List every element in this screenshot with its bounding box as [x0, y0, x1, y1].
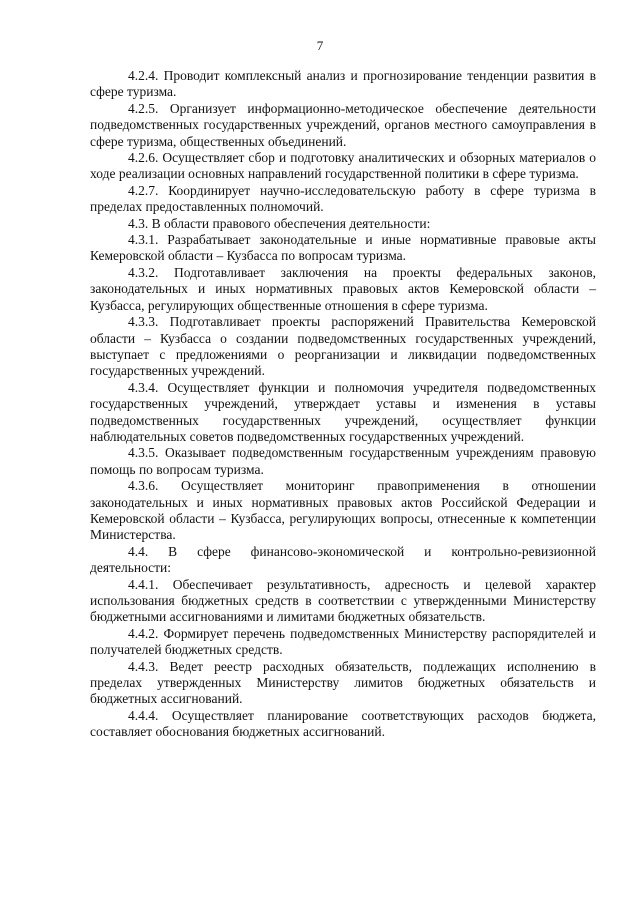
- page-number: 7: [316, 38, 324, 53]
- paragraph-4-2-4: 4.2.4. Проводит комплексный анализ и прогнозирование тенденции развития в сфере туризма.: [90, 68, 596, 100]
- paragraph-4-3-3: 4.3.3. Подготавливает проекты распоряжений Правительства Кемеровской области – Кузбасса о создании подведомственных государственных учреждений, выступает с предложениями о реорганизации и ликвидации подведомственных государственных учреждений.: [90, 314, 596, 379]
- paragraph-4-3-6: 4.3.6. Осуществляет мониторинг правоприменения в отношении законодательных и иных нормативных правовых актов Российской Федерации и Кемеровской области – Кузбасса, регулирующих вопросы, отнесенные к компетенции Министерства.: [90, 478, 596, 543]
- document-body: [90, 68, 596, 741]
- section-heading-4-4: 4.4. В сфере финансово-экономической и контрольно-ревизионной деятельности:: [90, 543, 596, 576]
- paragraph-4-2-6: 4.2.6. Осуществляет сбор и подготовку аналитических и обзорных материалов о ходе реализации основных направлений государственной политики в сфере туризма.: [90, 150, 596, 182]
- paragraph-4-3-1: 4.3.1. Разрабатывает законодательные и иные нормативные правовые акты Кемеровской области – Кузбасса по вопросам туризма.: [90, 232, 596, 264]
- paragraph-4-3-5: 4.3.5. Оказывает подведомственным государственным учреждениям правовую помощь по вопросам туризма.: [90, 445, 596, 477]
- paragraph-4-2-5: 4.2.5. Организует информационно-методическое обеспечение деятельности подведомственных государственных учреждений, органов местного самоуправления в сфере туризма, общественных объединений.: [90, 100, 596, 149]
- paragraph-4-4-1: 4.4.1. Обеспечивает результативность, адресность и целевой характер использования бюджетных средств в соответствии с утвержденными Министерству бюджетными ассигнованиями и лимитами бюджетных обязательств.: [90, 576, 596, 625]
- section-heading-4-3: 4.3. В области правового обеспечения деятельности:: [128, 215, 431, 231]
- paragraph-4-4-4: 4.4.4. Осуществляет планирование соответствующих расходов бюджета, составляет обоснования бюджетных ассигнований.: [90, 707, 596, 740]
- paragraph-4-2-7: 4.2.7. Координирует научно-исследовательскую работу в сфере туризма в пределах предоставленных полномочий.: [90, 182, 596, 215]
- paragraph-4-3-4: 4.3.4. Осуществляет функции и полномочия учредителя подведомственных государственных учреждений, утверждает уставы и изменения в уставы подведомственных государственных учреждений, осуществляет функции наблюдательных советов подведомственных государственных учреждений.: [90, 379, 596, 444]
- paragraph-4-4-2: 4.4.2. Формирует перечень подведомственных Министерству распорядителей и получателей бюджетных средств.: [90, 625, 596, 658]
- paragraph-4-4-3: 4.4.3. Ведет реестр расходных обязательств, подлежащих исполнению в пределах утвержденных Министерству лимитов бюджетных обязательств и бюджетных ассигнований.: [90, 658, 596, 707]
- paragraph-4-3-2: 4.3.2. Подготавливает заключения на проекты федеральных законов, законодательных и иных нормативных правовых актов Кемеровской области – Кузбасса, регулирующих общественные отношения в сфере туризма.: [90, 264, 596, 313]
